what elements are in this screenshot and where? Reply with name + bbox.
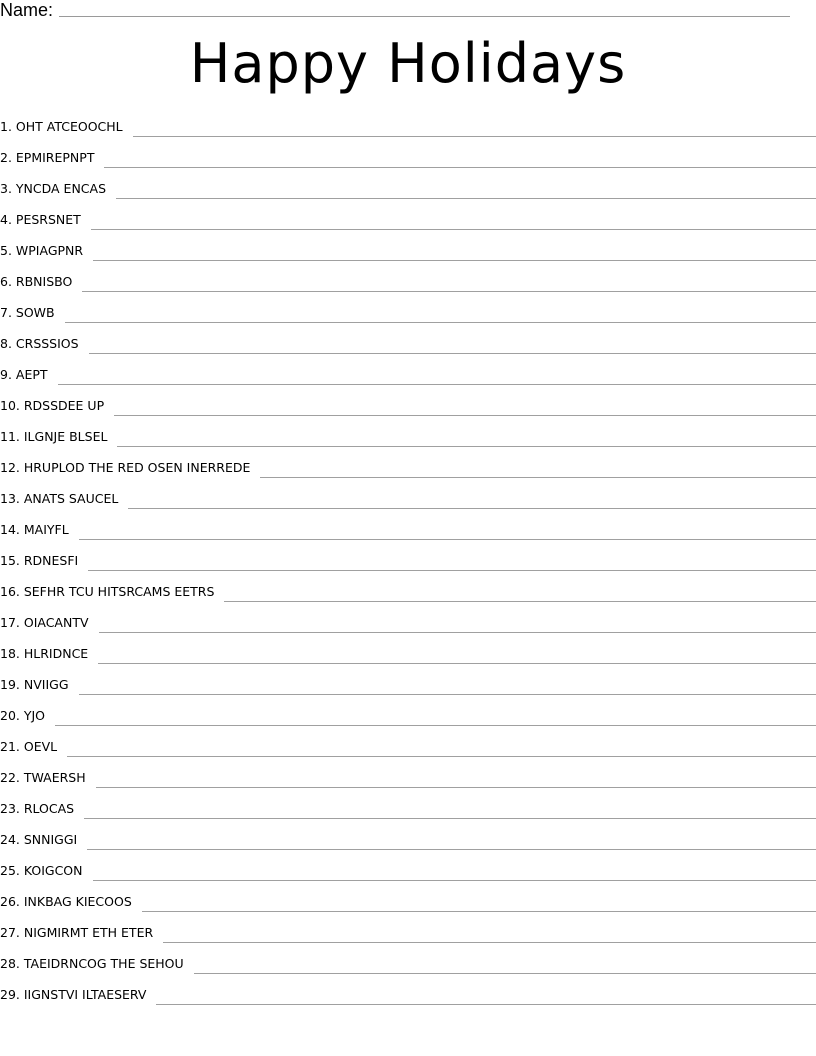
clue-row [0,328,816,359]
clue-row [0,142,816,173]
name-label: Name: [0,0,54,20]
name-field[interactable] [59,0,790,17]
clue-text: 15. RDNESFI [0,553,79,568]
clue-text: 18. HLRIDNCE [0,646,89,661]
clue-row [0,669,816,700]
clue-text: 14. MAIYFL [0,522,69,537]
clue-text: 8. CRSSSIOS [0,336,79,351]
clue-text: 4. PESRSNET [0,212,81,227]
answer-line[interactable] [91,214,816,230]
answer-line[interactable] [87,834,816,850]
answer-line[interactable] [82,276,816,292]
answer-line[interactable] [163,927,816,943]
clue-row [0,111,816,142]
answer-line[interactable] [65,307,816,323]
answer-line[interactable] [98,648,816,664]
answer-line[interactable] [156,989,816,1005]
clue-text: 16. SEFHR TCU HITSRCAMS EETRS [0,584,215,599]
answer-line[interactable] [194,958,816,974]
clue-text: 17. OIACANTV [0,615,89,630]
clue-text: 11. ILGNJE BLSEL [0,429,108,444]
clue-row [0,204,816,235]
clue-row [0,948,816,979]
clue-row [0,638,816,669]
clue-row [0,390,816,421]
answer-line[interactable] [79,524,816,540]
clue-row [0,266,816,297]
clue-text: 19. NVIIGG [0,677,69,692]
clue-row [0,483,816,514]
clue-row [0,452,816,483]
clue-row [0,793,816,824]
page-title: Happy Holidays [189,32,627,95]
clue-text: 26. INKBAG KIECOOS [0,894,132,909]
clue-text: 24. SNNIGGI [0,832,78,847]
clue-text: 10. RDSSDEE UP [0,398,105,413]
clue-row [0,917,816,948]
answer-line[interactable] [96,772,816,788]
answer-line[interactable] [88,555,816,571]
clue-text: 6. RBNISBO [0,274,73,289]
clue-row [0,886,816,917]
clue-text: 21. OEVL [0,739,58,754]
answer-line[interactable] [93,245,816,261]
clue-row [0,855,816,886]
clue-text: 9. AEPT [0,367,48,382]
answer-line[interactable] [84,803,816,819]
clue-row [0,731,816,762]
clue-row [0,979,816,1010]
answer-line[interactable] [58,369,816,385]
answer-line[interactable] [93,865,816,881]
clue-text: 1. OHT ATCEOOCHL [0,119,123,134]
clue-row [0,824,816,855]
answer-line[interactable] [260,462,816,478]
name-row [0,0,790,22]
answer-line[interactable] [99,617,816,633]
answer-line[interactable] [104,152,816,168]
clue-text: 20. YJO [0,708,46,723]
clue-text: 12. HRUPLOD THE RED OSEN INERREDE [0,460,251,475]
clue-list [0,111,816,1010]
clue-row [0,700,816,731]
answer-line[interactable] [133,121,816,137]
clue-row [0,514,816,545]
clue-row [0,235,816,266]
clue-text: 23. RLOCAS [0,801,75,816]
answer-line[interactable] [116,183,816,199]
answer-line[interactable] [114,400,816,416]
clue-text: 25. KOIGCON [0,863,83,878]
answer-line[interactable] [55,710,816,726]
clue-row [0,607,816,638]
clue-row [0,173,816,204]
clue-text: 3. YNCDA ENCAS [0,181,107,196]
answer-line[interactable] [67,741,816,757]
clue-text: 28. TAEIDRNCOG THE SEHOU [0,956,184,971]
clue-row [0,762,816,793]
clue-text: 22. TWAERSH [0,770,86,785]
clue-text: 13. ANATS SAUCEL [0,491,119,506]
clue-text: 27. NIGMIRMT ETH ETER [0,925,154,940]
clue-text: 7. SOWB [0,305,55,320]
clue-row [0,576,816,607]
answer-line[interactable] [142,896,816,912]
answer-line[interactable] [117,431,816,447]
clue-row [0,545,816,576]
clue-row [0,421,816,452]
answer-line[interactable] [128,493,816,509]
clue-text: 29. IIGNSTVI ILTAESERV [0,987,147,1002]
clue-text: 5. WPIAGPNR [0,243,84,258]
answer-line[interactable] [224,586,816,602]
answer-line[interactable] [79,679,816,695]
answer-line[interactable] [89,338,816,354]
clue-row [0,359,816,390]
clue-text: 2. EPMIREPNPT [0,150,95,165]
clue-row [0,297,816,328]
